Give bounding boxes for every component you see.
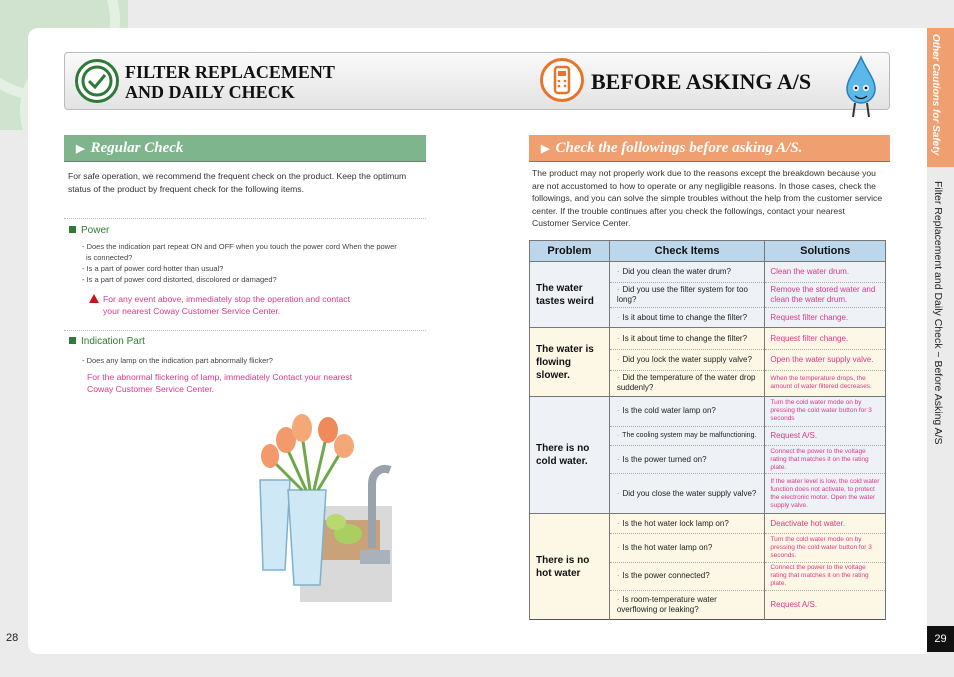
- solution-cell: Open the water supply valve.: [765, 350, 886, 370]
- check-cell: · Is the power connected?: [609, 562, 765, 590]
- check-text: Did you clean the water drum?: [622, 267, 731, 277]
- check-cell: · Is the cold water lamp on?: [609, 396, 765, 426]
- table-row: [530, 396, 886, 426]
- left-banner-title: [125, 62, 335, 102]
- title-banner: [64, 52, 890, 110]
- left-banner-title-line2: AND DAILY CHECK: [125, 82, 295, 102]
- check-text: Is it about time to change the filter?: [622, 312, 748, 322]
- play-triangle-icon: ▶: [541, 143, 550, 155]
- play-triangle-icon: ▶: [76, 143, 85, 155]
- check-cell: · Is it about time to change the filter?: [609, 308, 765, 328]
- indication-note: [87, 371, 407, 395]
- power-warning-line2: your nearest Coway Customer Service Center.: [103, 306, 281, 316]
- indication-note-line1: For the abnormal flickering of lamp, immediately Contact your nearest: [87, 372, 353, 382]
- solution-cell: If the water level is low, the cold water function does not activate, to protect the electronic motor. Open the water supply valve.: [765, 474, 886, 514]
- solution-cell: Request A/S.: [765, 590, 886, 619]
- troubleshooting-table: [529, 240, 886, 620]
- solution-cell: When the temperature drops, the amount of water filtered decreases.: [765, 370, 886, 396]
- side-tab-active[interactable]: [927, 28, 954, 167]
- regular-check-header: [64, 135, 426, 161]
- table-header-row: [530, 241, 886, 262]
- before-asking-title: Check the followings before asking A/S.: [555, 140, 803, 156]
- power-warning: [89, 293, 409, 317]
- square-bullet-icon: [69, 337, 76, 344]
- table-row: [530, 328, 886, 350]
- indication-heading: [69, 336, 145, 347]
- section-divider: [529, 161, 890, 162]
- check-cell: · Did you lock the water supply valve?: [609, 350, 765, 370]
- left-banner-title-line1: FILTER REPLACEMENT: [125, 62, 335, 82]
- check-cell: · Did the temperature of the water drop suddenly?: [609, 370, 765, 396]
- check-text: Did you close the water supply valve?: [622, 488, 757, 498]
- problem-cell: There is no cold water.: [530, 396, 610, 514]
- solution-cell: Turn the cold water mode on by pressing the cold water button for 3 seconds: [765, 396, 886, 426]
- section-divider: [64, 161, 426, 162]
- power-warning-line1: For any event above, immediately stop the operation and contact: [103, 294, 350, 304]
- before-asking-intro: The product may not properly work due to the reasons except the breakdown because you are not accustomed to how to operate or any negligible reasons. In those cases, check the followings, and you can solve the simple troubles without the help from the customer service center. If the trouble continues after you check the followings, contact your nearest Customer Service Center.: [532, 168, 883, 228]
- check-text: Is room-temperature water overflowing or leaking?: [616, 594, 717, 614]
- power-item-1: - Does the indication part repeat ON and OFF when you touch the power cord When the power: [82, 242, 397, 251]
- check-cell: · The cooling system may be malfunctioning.: [609, 426, 765, 445]
- check-text: Is it about time to change the filter?: [622, 333, 748, 343]
- water-drop-mascot-icon: [841, 55, 881, 121]
- check-cell: · Is it about time to change the filter?: [609, 328, 765, 350]
- check-cell: · Did you close the water supply valve?: [609, 474, 765, 514]
- phone-icon: [540, 58, 584, 102]
- check-text: Is the hot water lock lamp on?: [622, 518, 729, 528]
- dotted-divider: [64, 330, 426, 331]
- dotted-divider: [64, 218, 426, 219]
- check-cell: · Is the hot water lamp on?: [609, 534, 765, 562]
- table-row: [530, 262, 886, 283]
- table-row: [530, 514, 886, 534]
- before-asking-header: [529, 135, 890, 161]
- solution-cell: Remove the stored water and clean the water drum.: [765, 283, 886, 308]
- check-text: Is the hot water lamp on?: [622, 543, 713, 553]
- solution-cell: Clean the water drum.: [765, 262, 886, 283]
- right-banner-title: BEFORE ASKING A/S: [591, 69, 812, 94]
- indication-item: - Does any lamp on the indication part abnormally flicker?: [82, 356, 273, 365]
- check-text: Is the power connected?: [622, 571, 710, 581]
- header-check-items: Check Items: [609, 241, 765, 262]
- regular-check-intro: For safe operation, we recommend the frequent check on the product. Keep the optimum status of the product by frequent check for the following items.: [68, 171, 407, 194]
- check-cell: · Is room-temperature water overflowing or leaking?: [609, 590, 765, 619]
- indication-note-line2: Coway Customer Service Center.: [87, 384, 215, 394]
- regular-check-title: Regular Check: [90, 140, 184, 156]
- power-item-2: - Is a part of power cord hotter than usual?: [82, 264, 224, 273]
- check-text: Is the cold water lamp on?: [622, 406, 716, 416]
- solution-cell: Request filter change.: [765, 308, 886, 328]
- page-number-left: 28: [6, 632, 19, 644]
- solution-cell: Connect the power to the voltage rating that matches it on the rating plate.: [765, 562, 886, 590]
- side-tab-section: [927, 167, 954, 622]
- power-heading-label: Power: [81, 225, 110, 236]
- check-cell: · Is the hot water lock lamp on?: [609, 514, 765, 534]
- power-item-3: - Is a part of power cord distorted, discolored or damaged?: [82, 275, 277, 284]
- check-text: The cooling system may be malfunctioning.: [622, 431, 757, 439]
- power-item-1b: is connected?: [86, 253, 133, 262]
- indication-heading-label: Indication Part: [81, 336, 145, 347]
- check-cell: · Did you clean the water drum?: [609, 262, 765, 283]
- check-text: Did you lock the water supply valve?: [622, 355, 752, 364]
- power-heading: [69, 225, 109, 236]
- solution-cell: Deactivate hot water.: [765, 514, 886, 534]
- side-tab-section-label: Filter Replacement and Daily Check ~ Before Asking A/S: [932, 181, 944, 445]
- check-cell: · Is the power turned on?: [609, 445, 765, 473]
- tulips-glasses-illustration: [240, 410, 392, 602]
- check-text: Did you use the filter system for too long?: [616, 285, 748, 305]
- warning-icon: [89, 294, 99, 303]
- solution-cell: Turn the cold water mode on by pressing the cold water button for 3 seconds.: [765, 534, 886, 562]
- square-bullet-icon: [69, 226, 76, 233]
- problem-cell: The water is flowing slower.: [530, 328, 610, 396]
- check-cell: · Did you use the filter system for too long?: [609, 283, 765, 308]
- side-tab-active-label: Other Cautions for Safety: [930, 34, 941, 156]
- check-text: Did the temperature of the water drop suddenly?: [616, 373, 756, 393]
- filter-check-icon: [75, 59, 119, 103]
- check-text: Is the power turned on?: [622, 454, 707, 464]
- solution-cell: Request filter change.: [765, 328, 886, 350]
- solution-cell: Request A/S.: [765, 426, 886, 445]
- solution-cell: Connect the power to the voltage rating that matches it on the rating plate.: [765, 445, 886, 473]
- header-solutions: Solutions: [765, 241, 886, 262]
- problem-cell: There is no hot water: [530, 514, 610, 620]
- header-problem: Problem: [530, 241, 610, 262]
- problem-cell: The water tastes weird: [530, 262, 610, 328]
- page-number-right: 29: [927, 626, 954, 652]
